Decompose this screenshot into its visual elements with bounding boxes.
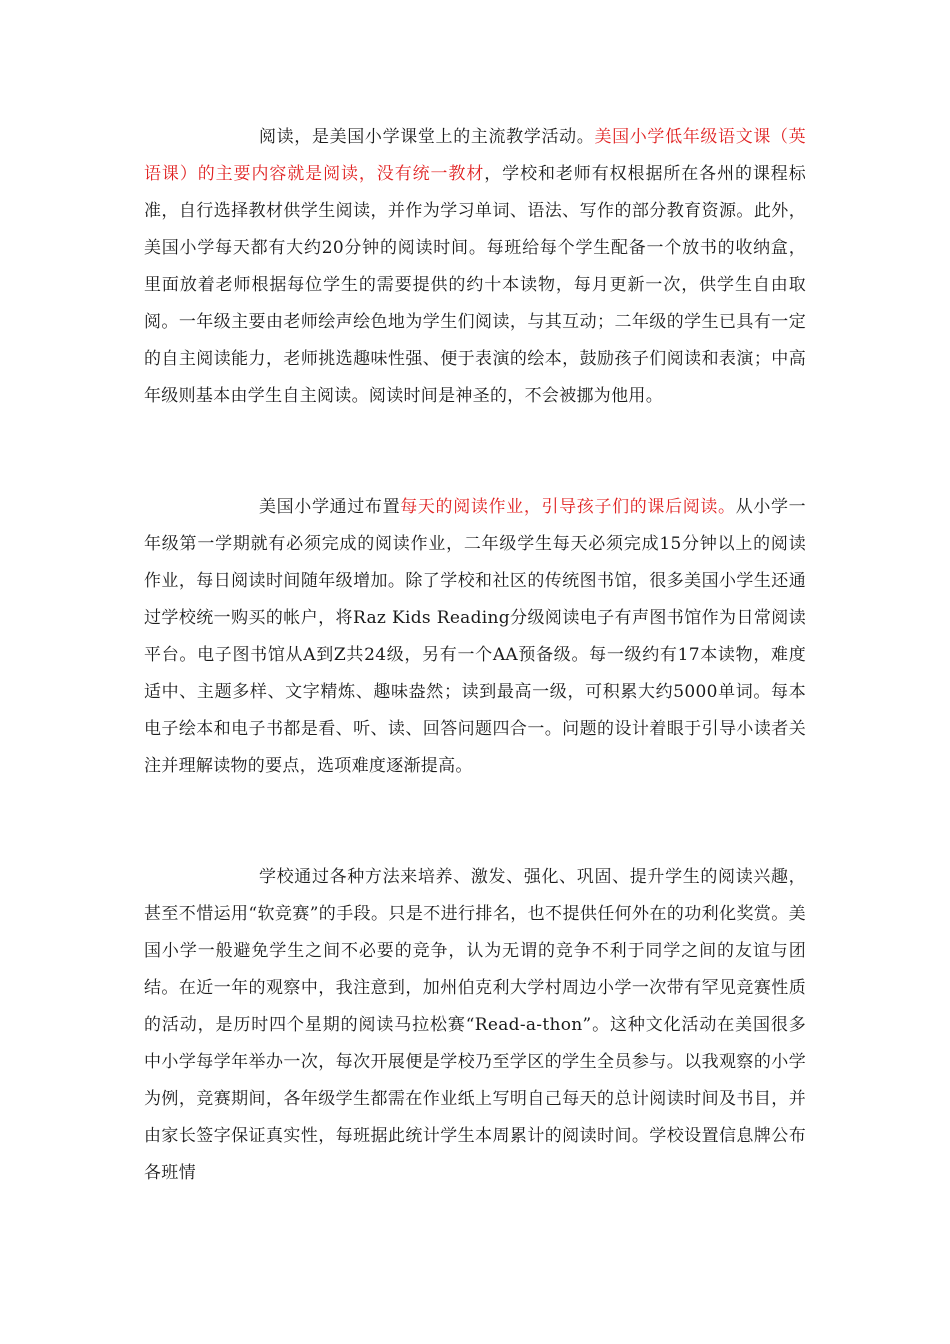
paragraph-2-text-after: 从小学一年级第一学期就有必须完成的阅读作业，二年级学生每天必须完成15分钟以上的阅读作业，每日阅读时间随年级增加。除了学校和社区的传统图书馆，很多美国小学生还通过学校统一购买的帐户，将Raz Kids Reading分级阅读电子有声图书馆作为日常阅读平台。电子图书馆从A到Z共24级，另有一个AA预备级。每一级约有17本读物，难度适中、主题多样、文字精炼、趣味盎然；读到最高一级，可积累大约5000单词。每本电子绘本和电子书都是看、听、读、回答问题四合一。问题的设计着眼于引导小读者关注并理解读物的要点，选项难度逐渐提高。 (144, 497, 806, 776)
paragraph-1-text-before: 阅读，是美国小学课堂上的主流教学活动。 (259, 127, 595, 147)
paragraph-1-highlight: 美国小学低年级语文课（英语课）的主要内容就是阅读，没有统一教材 (144, 127, 806, 184)
paragraph-reading-homework (144, 489, 806, 785)
paragraph-reading-interest (144, 859, 806, 1192)
paragraph-reading-in-class (144, 119, 806, 415)
paragraph-2-text-before: 美国小学通过布置 (259, 497, 401, 517)
paragraph-3-text: 学校通过各种方法来培养、激发、强化、巩固、提升学生的阅读兴趣，甚至不惜运用“软竞赛”的手段。只是不进行排名，也不提供任何外在的功利化奖赏。美国小学一般避免学生之间不必要的竞争，认为无谓的竞争不利于同学之间的友谊与团结。在近一年的观察中，我注意到，加州伯克利大学村周边小学一次带有罕见竞赛性质的活动，是历时四个星期的阅读马拉松赛“Read-a-thon”。这种文化活动在美国很多中小学每学年举办一次，每次开展便是学校乃至学区的学生全员参与。以我观察的小学为例，竞赛期间，各年级学生都需在作业纸上写明自己每天的总计阅读时间及书目，并由家长签字保证真实性，每班据此统计学生本周累计的阅读时间。学校设置信息牌公布各班情 (144, 867, 806, 1183)
paragraph-1-text-after: ，学校和老师有权根据所在各州的课程标准，自行选择教材供学生阅读，并作为学习单词、语法、写作的部分教育资源。此外，美国小学每天都有大约20分钟的阅读时间。每班给每个学生配备一个放书的收纳盒，里面放着老师根据每位学生的需要提供的约十本读物，每月更新一次，供学生自由取阅。一年级主要由老师绘声绘色地为学生们阅读，与其互动；二年级的学生已具有一定的自主阅读能力，老师挑选趣味性强、便于表演的绘本，鼓励孩子们阅读和表演；中高年级则基本由学生自主阅读。阅读时间是神圣的，不会被挪为他用。 (144, 164, 807, 406)
paragraph-2-highlight: 每天的阅读作业，引导孩子们的课后阅读。 (400, 497, 736, 517)
